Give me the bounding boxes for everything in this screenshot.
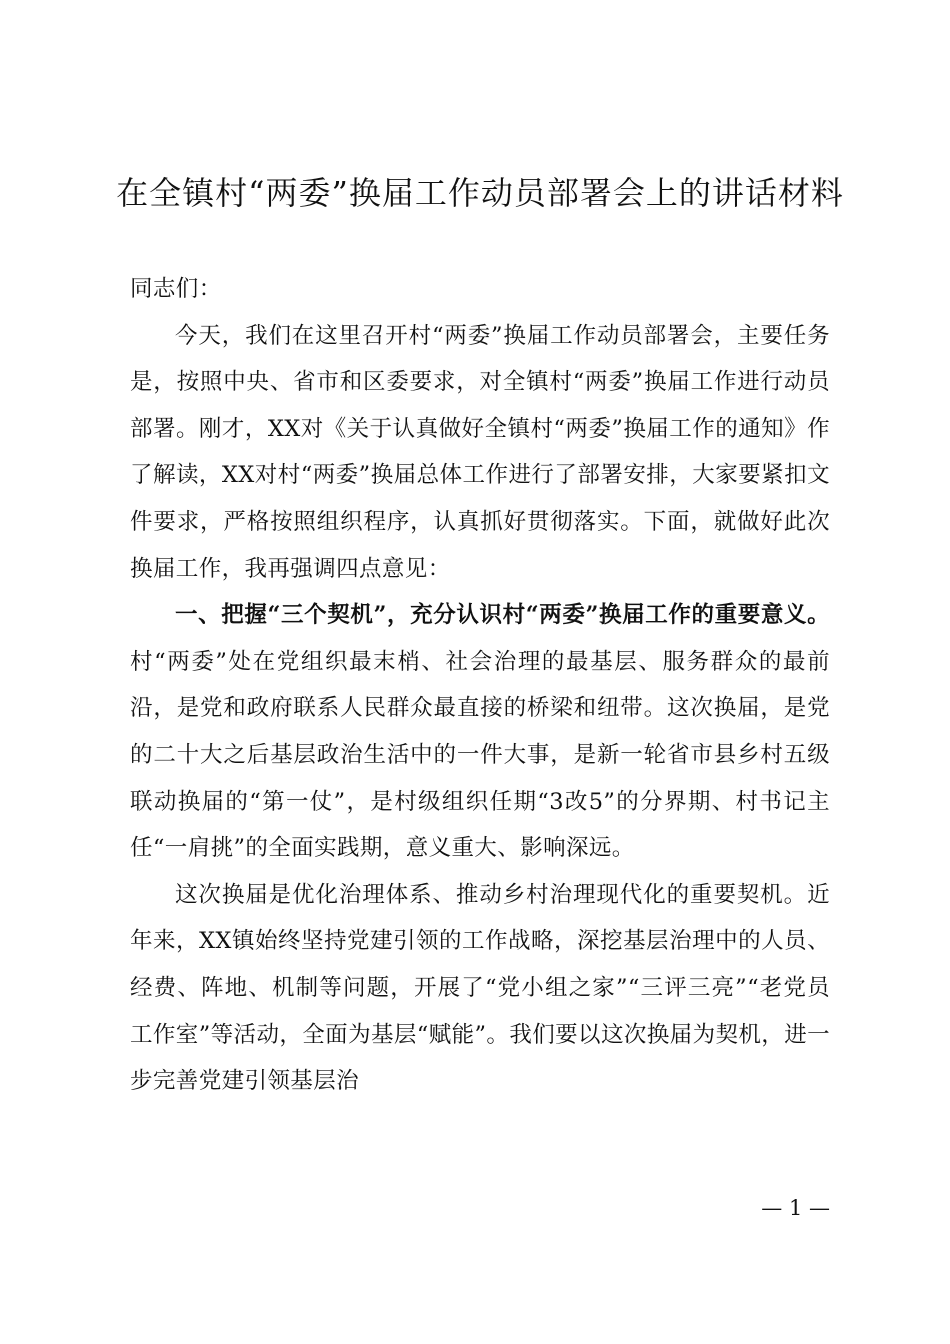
paragraph-intro: 今天，我们在这里召开村“两委”换届工作动员部署会，主要任务是，按照中央、省市和区委要求，对全镇村“两委”换届工作进行动员部署。刚才，XX对《关于认真做好全镇村“两委”换届工作的通知》作了解读，XX对村“两委”换届总体工作进行了部署安排，大家要紧扣文件要求，严格按照组织程序，认真抓好贯彻落实。下面，就做好此次换届工作，我再强调四点意见： — [130, 322, 830, 582]
section-one-heading: 一、把握“三个契机”，充分认识村“两委”换届工作的重要意义。 — [175, 602, 830, 629]
paragraph-section-one — [130, 592, 830, 872]
page-number: — 1 — — [761, 1196, 830, 1220]
document-title: 在全镇村“两委”换届工作动员部署会上的讲话材料 — [116, 174, 844, 212]
paragraph-opportunity: 这次换届是优化治理体系、推动乡村治理现代化的重要契机。近年来，XX镇始终坚持党建引领的工作战略，深挖基层治理中的人员、经费、阵地、机制等问题，开展了“党小组之家”“三评三亮”“老党员工作室”等活动，全面为基层“赋能”。我们要以这次换届为契机，进一步完善党建引领基层治 — [130, 881, 830, 1095]
document-body — [130, 266, 830, 1105]
section-one-text: 村“两委”处在党组织最末梢、社会治理的最基层、服务群众的最前沿，是党和政府联系人民群众最直接的桥梁和纽带。这次换届，是党的二十大之后基层政治生活中的一件大事，是新一轮省市县乡村五级联动换届的“第一仗”，是村级组织任期“3改5”的分界期、村书记主任“一肩挑”的全面实践期，意义重大、影响深远。 — [130, 648, 830, 862]
salutation: 同志们： — [130, 276, 222, 302]
